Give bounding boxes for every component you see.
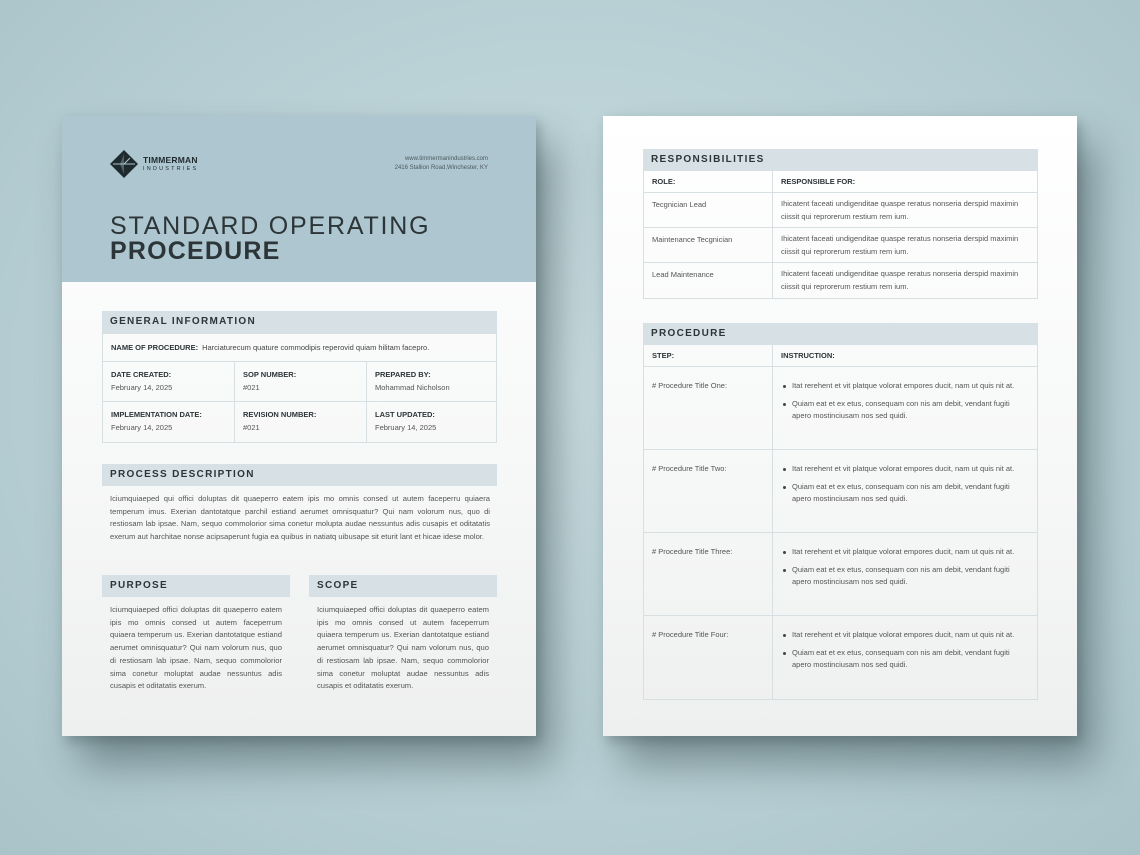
- instruction-bullet: Itat rerehent et vit platque volorat empores ducit, nam ut quis nit at.: [781, 380, 1029, 393]
- info-value: #021: [243, 423, 260, 432]
- scope-heading: SCOPE: [309, 575, 497, 597]
- document-title-line2: PROCEDURE: [110, 237, 281, 265]
- instruction-bullet: Itat rerehent et vit platque volorat empores ducit, nam ut quis nit at.: [781, 463, 1029, 476]
- procedure-heading: PROCEDURE: [643, 323, 1038, 345]
- info-label: IMPLEMENTATION DATE:: [111, 410, 202, 419]
- info-cell: [235, 402, 367, 442]
- document-title-line1: STANDARD OPERATING: [110, 212, 431, 240]
- info-value: #021: [243, 383, 260, 392]
- step-cell: # Procedure Title One:: [644, 367, 773, 449]
- instruction-bullet: Itat rerehent et vit platque volorat empores ducit, nam ut quis nit at.: [781, 546, 1029, 559]
- step-cell: # Procedure Title Two:: [644, 450, 773, 532]
- company-website: www.timmermanindustries.com: [404, 156, 488, 162]
- table-row: [644, 367, 1037, 450]
- process-description-text: Iciumquiaeped qui offici doluptas dit quaeperro eatem ipis mo omnis consed ut autem faceperru quiaera temperum imus. Exerian dantotatque parchil estiand aerumet omnisquatur? Qui nam volorum nus, quo di restiosam lab ipsae. Nam, sequo commolorior sima conetur molupta audae nessuntus adis cusapis et oditatatis exerum aut harchitae nonse acipsaperunt fugia ea quibus in natiatq uibusape sit eturit lant et hicae idese molor.: [110, 494, 490, 542]
- company-address: 2416 Stallion Road,Winchester, KY: [394, 165, 488, 171]
- sop-page-front: [62, 116, 536, 736]
- responsibility-cell: Ihicatent faceati undigenditae quaspe reratus nonseria derspid maximin ciissit qui reprorerum restium rem ium.: [781, 234, 1019, 256]
- procedure-table: [643, 345, 1038, 700]
- diamond-logo-icon: [110, 150, 138, 178]
- general-information-heading: GENERAL INFORMATION: [102, 311, 497, 333]
- responsibility-cell: Ihicatent faceati undigenditae quaspe reratus nonseria derspid maximin ciissit qui reprorerum restium rem ium.: [781, 199, 1019, 221]
- responsibilities-heading: RESPONSIBILITIES: [643, 149, 1038, 171]
- instruction-cell: [773, 533, 1037, 615]
- info-value: February 14, 2025: [375, 423, 437, 432]
- info-label: DATE CREATED:: [111, 370, 172, 379]
- procedure-name-value: Harciaturecum quature commodipis reperovid quiam hilitam facepro.: [202, 343, 430, 352]
- step-cell: # Procedure Title Three:: [644, 533, 773, 615]
- table-header-row: [644, 345, 1037, 367]
- info-value: February 14, 2025: [111, 423, 173, 432]
- company-subtitle: INDUSTRIES: [143, 165, 199, 172]
- procedure-name-row: [103, 334, 496, 362]
- role-cell: Lead Maintenance: [644, 263, 773, 298]
- info-value: Mohammad Nicholson: [375, 383, 450, 392]
- role-column-header: ROLE:: [644, 171, 773, 192]
- info-label: PREPARED BY:: [375, 370, 431, 379]
- info-label: REVISION NUMBER:: [243, 410, 317, 419]
- info-value: February 14, 2025: [111, 383, 173, 392]
- procedure-name-label: NAME OF PROCEDURE:: [111, 343, 199, 352]
- instruction-cell: [773, 616, 1037, 699]
- instruction-bullet: Quiam eat et ex etus, consequam con nis am debit, vendant fugiti apero mostinciusam nos sed quidi.: [781, 564, 1029, 589]
- role-cell: Tecgnician Lead: [644, 193, 773, 227]
- step-cell: # Procedure Title Four:: [644, 616, 773, 699]
- instruction-cell: [773, 367, 1037, 449]
- table-row: [644, 228, 1037, 263]
- company-name: TIMMERMAN: [143, 155, 198, 165]
- info-cell: [367, 362, 496, 402]
- info-label: SOP NUMBER:: [243, 370, 297, 379]
- table-row: [644, 263, 1037, 298]
- table-row: [644, 193, 1037, 228]
- info-cell: [103, 402, 235, 442]
- responsibility-cell: Ihicatent faceati undigenditae quaspe reratus nonseria derspid maximin ciissit qui reprorerum restium rem ium.: [781, 269, 1019, 291]
- info-label: LAST UPDATED:: [375, 410, 435, 419]
- info-cell: [103, 362, 235, 402]
- sop-page-back: [603, 116, 1077, 736]
- instruction-bullet: Quiam eat et ex etus, consequam con nis am debit, vendant fugiti apero mostinciusam nos sed quidi.: [781, 647, 1029, 672]
- scope-text: Iciumquiaeped offici doluptas dit quaeperro eatem ipis mo omnis consed ut autem faceperrum quiaera temperum us. Exerian dantotatque estiand aerumet omnisquatur? Qui nam volorum nus, quo di restiosam lab ipsae. Nam, sequo commolorior sima conetur moluptat audae nessuntus adis cusapis et oditatatis exerum.: [317, 605, 489, 691]
- responsibilities-table: [643, 171, 1038, 299]
- contact-info: [395, 155, 488, 173]
- instruction-column-header: INSTRUCTION:: [781, 351, 835, 360]
- purpose-text: Iciumquiaeped offici doluptas dit quaeperro eatem ipis mo omnis consed ut autem faceperrum quiaera temperum us. Exerian dantotatque estiand aerumet omnisquatur? Qui nam volorum nus, quo di restiosam lab ipsae. Nam, sequo commolorior sima conetur moluptat audae nessuntus adis cusapis et oditatatis exerum.: [110, 605, 282, 691]
- purpose-heading: PURPOSE: [102, 575, 290, 597]
- info-cell: [235, 362, 367, 402]
- table-header-row: [644, 171, 1037, 193]
- table-row: [644, 533, 1037, 616]
- info-cell: [367, 402, 496, 442]
- instruction-bullet: Quiam eat et ex etus, consequam con nis am debit, vendant fugiti apero mostinciusam nos sed quidi.: [781, 481, 1029, 506]
- company-logo: [110, 150, 198, 178]
- step-column-header: STEP:: [644, 345, 773, 366]
- instruction-bullet: Itat rerehent et vit platque volorat empores ducit, nam ut quis nit at.: [781, 629, 1029, 642]
- role-cell: Maintenance Tecgnician: [644, 228, 773, 262]
- table-row: [644, 616, 1037, 699]
- instruction-cell: [773, 450, 1037, 532]
- general-information-table: [102, 333, 497, 443]
- process-description-heading: PROCESS DESCRIPTION: [102, 464, 497, 486]
- table-row: [644, 450, 1037, 533]
- responsible-column-header: RESPONSIBLE FOR:: [781, 177, 856, 186]
- header-banner: [62, 116, 536, 282]
- instruction-bullet: Quiam eat et ex etus, consequam con nis am debit, vendant fugiti apero mostinciusam nos sed quidi.: [781, 398, 1029, 423]
